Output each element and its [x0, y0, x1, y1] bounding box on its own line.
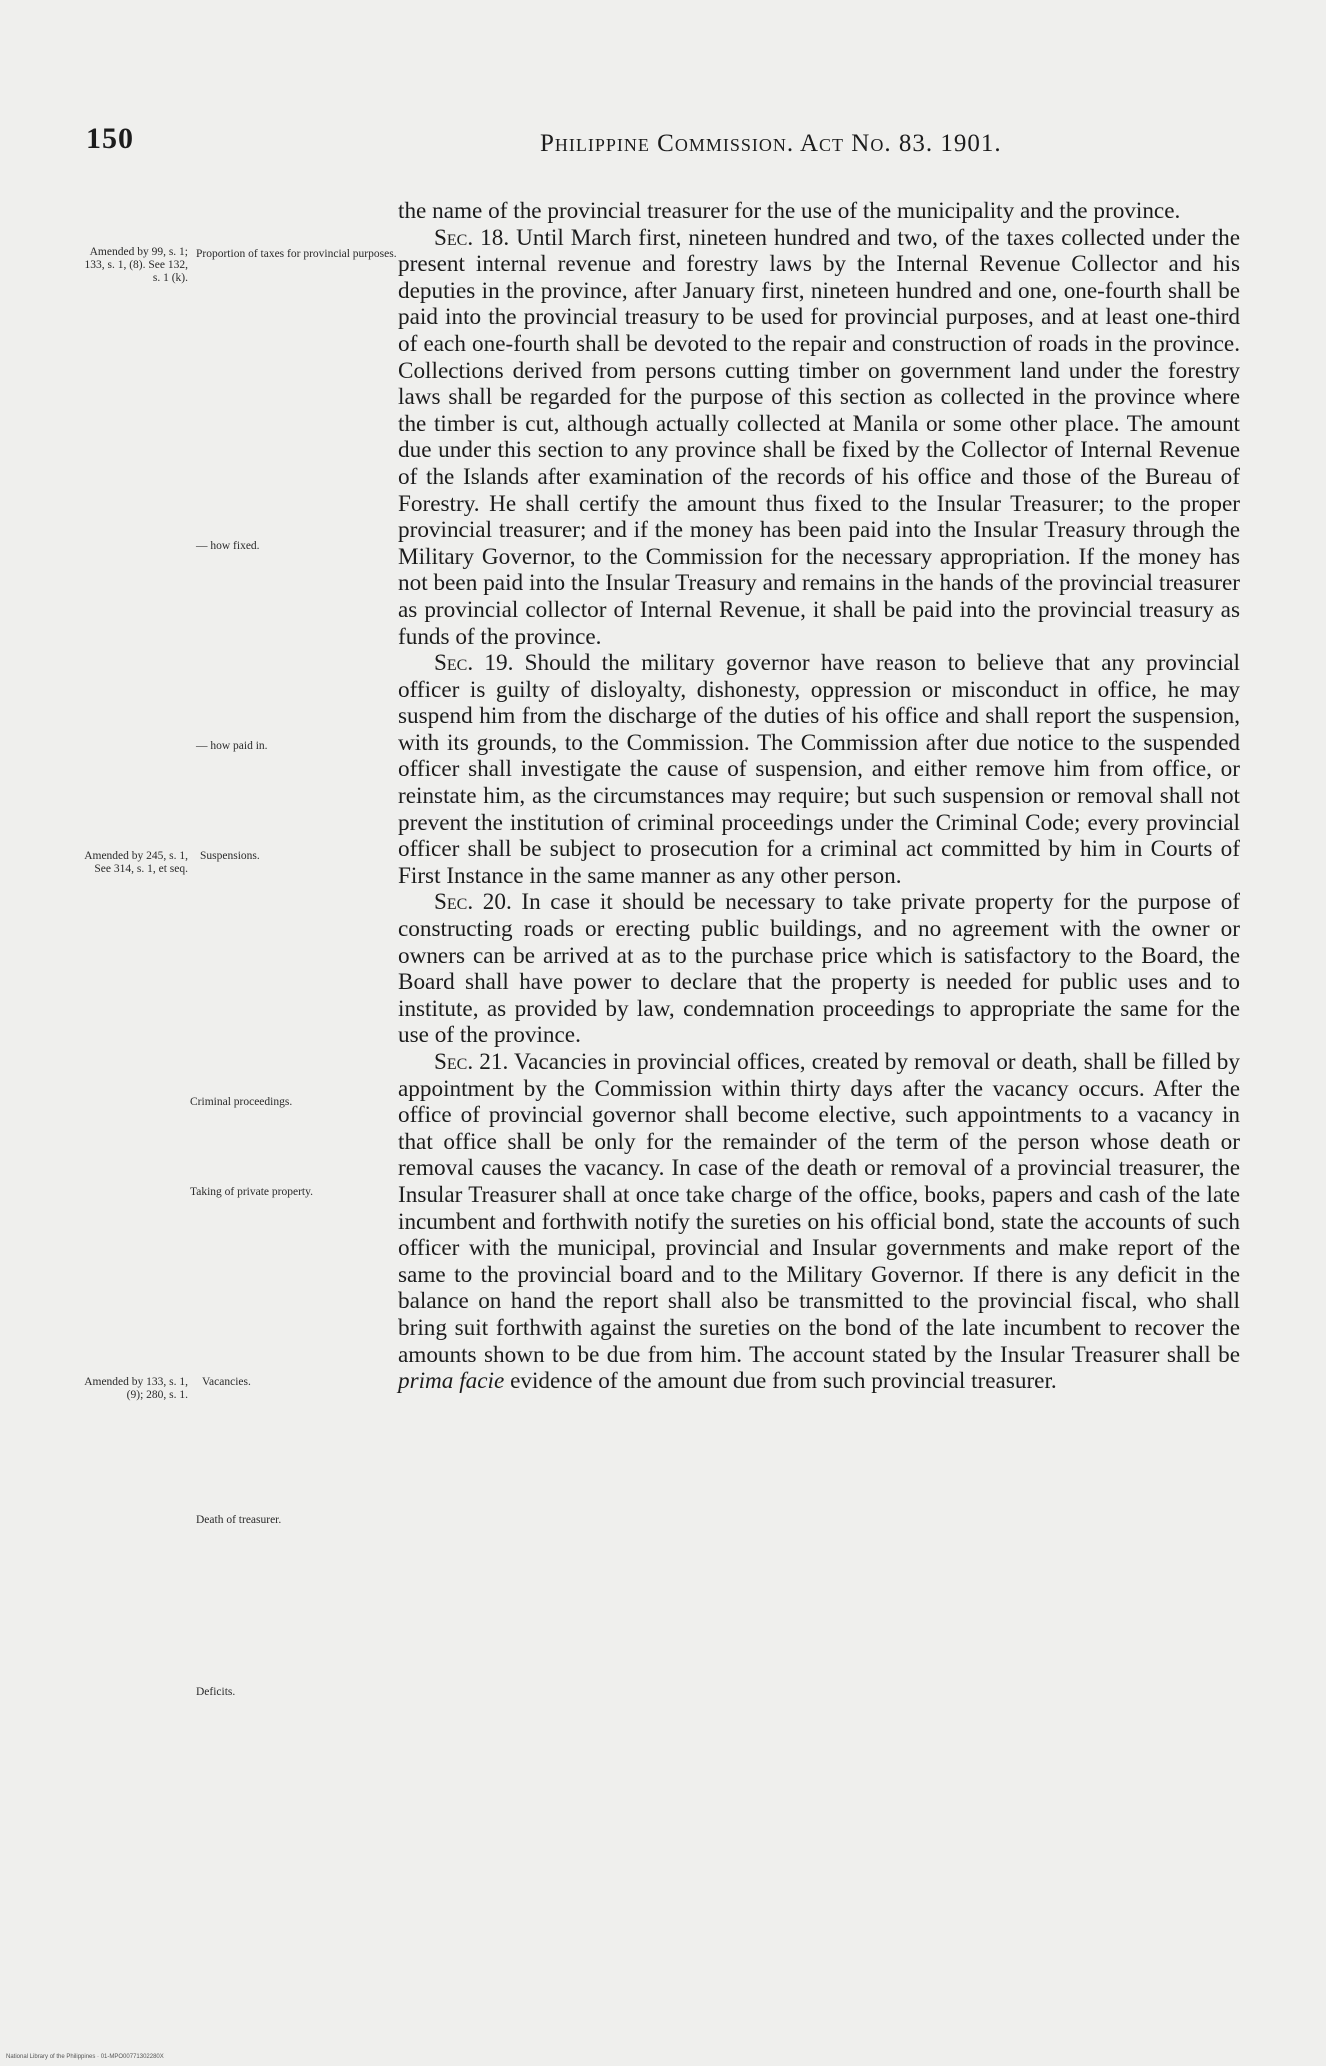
section-21-text-end: evidence of the amount due from such provincial treasurer.	[504, 1368, 1057, 1395]
section-21	[398, 1049, 1240, 1395]
section-19	[398, 650, 1240, 889]
section-21-italic-phrase: prima facie	[398, 1368, 505, 1395]
section-19-text: Should the military governor have reason to believe that any provincial officer is guilty of disloyalty, dishonesty, oppression or misconduct in office, he may suspend him from the discharge of the duties of his office and shall report the suspension, with its grounds, to the Commission. The Commission after due notice to the suspended officer shall investigate the cause of suspension, and either remove him from office, or reinstate him, as the circumstances may require; but such suspension or removal shall not prevent the institution of criminal proceedings under the Criminal Code; every provincial officer shall be subject to prosecution for a criminal act committed by him in Courts of First Instance in the same manner as any other person.	[398, 650, 1240, 889]
section-20	[398, 889, 1240, 1049]
margin-note-taking-private-property: Taking of private property.	[190, 1186, 313, 1198]
body-text	[398, 198, 1240, 1395]
margin-note-how-fixed: — how fixed.	[196, 540, 260, 552]
running-head: Philippine Commission. Act No. 83. 1901.	[540, 130, 1002, 157]
paragraph-continuation: the name of the provincial treasurer for the use of the municipality and the province.	[398, 198, 1181, 224]
section-21-text: Vacancies in provincial offices, created by removal or death, shall be filled by appointment by the Commission within thirty days after the vacancy occurs. After the office of provincial governor shall become elective, such appointments to a vacancy in that office shall be only for the remainder of the term of the person whose death or removal causes the vacancy. In case of the death or removal of a provincial treasurer, the Insular Treasurer shall at once take charge of the office, books, papers and cash of the late incumbent and forthwith notify the sureties on his official bond, state the accounts of such officer with the municipal, provincial and Insular governments and make report of the same to the provincial board and to the Military Governor. If there is any deficit in the balance on hand the report shall also be transmitted to the provincial fiscal, who shall bring suit forthwith against the sureties on the bond of the late incumbent to recover the amounts shown to be due from him. The account stated by the Insular Treasurer shall be	[398, 1049, 1240, 1368]
section-19-label: Sec. 19.	[434, 650, 514, 677]
page-number: 150	[86, 122, 134, 155]
margin-note-amendment-sec18: Amended by 99, s. 1; 133, s. 1, (8). See 132, s. 1 (k).	[84, 246, 188, 284]
margin-note-amendment-sec21: Amended by 133, s. 1, (9); 280, s. 1.	[84, 1376, 188, 1401]
margin-note-vacancies: Vacancies.	[202, 1376, 251, 1388]
section-18	[398, 225, 1240, 651]
section-21-label: Sec. 21.	[434, 1049, 509, 1075]
section-20-label: Sec. 20.	[434, 889, 512, 916]
margin-note-how-paid: — how paid in.	[196, 740, 268, 752]
margin-note-deficits: Deficits.	[196, 1686, 236, 1698]
section-18-text: Until March first, nineteen hundred and two, of the taxes collected under the present internal revenue and forestry laws by the Internal Revenue Collector and his deputies in the province, after January first, nineteen hundred and one, one-fourth shall be paid into the provincial treasury to be used for provincial purposes, and at least one-third of each one-fourth shall be devoted to the repair and construction of roads in the province. Collections derived from persons cutting timber on government land under the forestry laws shall be regarded for the purpose of this section as collected in the province where the timber is cut, although actually collected at Manila or some other place. The amount due under this section to any province shall be fixed by the Collector of Internal Revenue of the Islands after examination of the records of his office and those of the Bureau of Forestry. He shall certify the amount thus fixed to the Insular Treasurer; to the proper provincial treasurer; and if the money has been paid into the Insular Treasury through the Military Governor, to the Commission for the necessary appropriation. If the money has not been paid into the Insular Treasury and remains in the hands of the provincial treasurer as provincial collector of Internal Revenue, it shall be paid into the provincial treasury as funds of the province.	[398, 224, 1241, 650]
section-18-label: Sec. 18.	[434, 224, 510, 251]
margin-note-criminal-proceedings: Criminal proceedings.	[190, 1096, 293, 1108]
library-stamp: National Library of the Philippines · 01-MPO00771302280X	[6, 2054, 164, 2060]
margin-note-amendment-sec19: Amended by 245, s. 1, See 314, s. 1, et seq.	[84, 850, 188, 875]
section-20-text: In case it should be necessary to take private property for the purpose of constructing roads or erecting public buildings, and no agreement with the owner or owners can be arrived at as to the purchase price which is satisfactory to the Board, the Board shall have power to declare that the property is needed for public uses and to institute, as provided by law, condemnation proceedings to appropriate the same for the use of the province.	[398, 889, 1241, 1049]
margin-note-proportion: Proportion of taxes for provincial purposes.	[196, 248, 397, 260]
margin-note-suspensions: Suspensions.	[200, 850, 260, 862]
margin-note-death-of-treasurer: Death of treasurer.	[196, 1514, 282, 1526]
